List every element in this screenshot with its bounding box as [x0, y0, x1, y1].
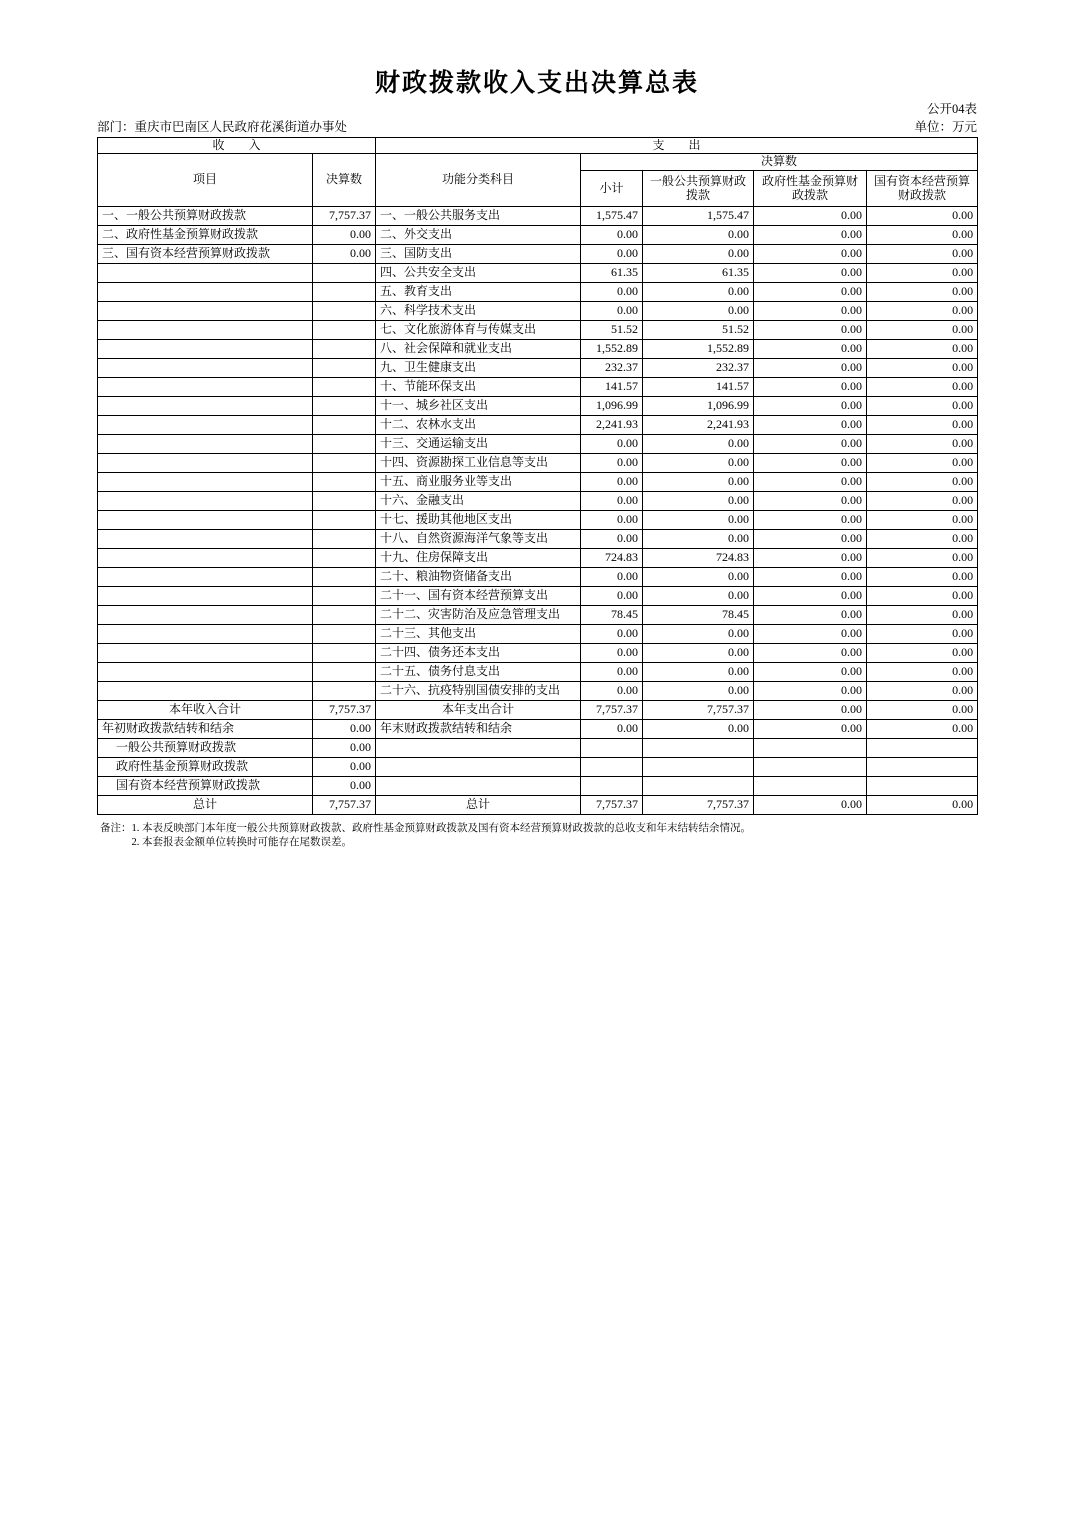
income-amount-cell — [313, 511, 376, 530]
expense-item-cell: 十二、农林水支出 — [376, 416, 581, 435]
subtotal-cell — [581, 777, 643, 796]
table-row — [98, 777, 978, 796]
general-budget-cell: 7,757.37 — [643, 796, 754, 815]
table-row — [98, 454, 978, 473]
govt-fund-cell: 0.00 — [754, 302, 867, 321]
financial-table — [97, 137, 978, 815]
subtotal-cell: 0.00 — [581, 587, 643, 606]
section-header-row — [98, 138, 978, 154]
state-capital-cell: 0.00 — [867, 492, 978, 511]
general-budget-cell — [643, 758, 754, 777]
govt-fund-cell: 0.00 — [754, 701, 867, 720]
income-item-cell — [98, 359, 313, 378]
state-capital-cell: 0.00 — [867, 701, 978, 720]
income-amount-cell — [313, 302, 376, 321]
expense-item-cell: 年末财政拨款结转和结余 — [376, 720, 581, 739]
govt-fund-cell: 0.00 — [754, 682, 867, 701]
table-row — [98, 758, 978, 777]
govt-fund-cell: 0.00 — [754, 435, 867, 454]
general-budget-cell: 1,096.99 — [643, 397, 754, 416]
expense-item-cell: 八、社会保障和就业支出 — [376, 340, 581, 359]
state-capital-cell: 0.00 — [867, 321, 978, 340]
state-capital-cell: 0.00 — [867, 606, 978, 625]
notes — [100, 822, 980, 849]
subtotal-cell: 78.45 — [581, 606, 643, 625]
notes-label: 备注： — [100, 823, 132, 834]
expense-item-cell: 十六、金融支出 — [376, 492, 581, 511]
govt-fund-cell: 0.00 — [754, 492, 867, 511]
expense-item-cell: 十七、援助其他地区支出 — [376, 511, 581, 530]
table-row — [98, 663, 978, 682]
state-capital-cell: 0.00 — [867, 302, 978, 321]
general-budget-cell: 0.00 — [643, 644, 754, 663]
govt-fund-cell: 0.00 — [754, 245, 867, 264]
govt-fund-cell: 0.00 — [754, 644, 867, 663]
expense-item-cell: 二、外交支出 — [376, 226, 581, 245]
state-capital-cell: 0.00 — [867, 454, 978, 473]
general-budget-cell: 1,552.89 — [643, 340, 754, 359]
govt-fund-cell: 0.00 — [754, 207, 867, 226]
govt-fund-cell: 0.00 — [754, 397, 867, 416]
income-item-cell — [98, 283, 313, 302]
govt-fund-cell: 0.00 — [754, 511, 867, 530]
col-header-final: 决算数 — [581, 154, 978, 171]
income-item-cell — [98, 416, 313, 435]
general-budget-cell: 0.00 — [643, 663, 754, 682]
expense-item-cell: 十九、住房保障支出 — [376, 549, 581, 568]
income-item-cell — [98, 663, 313, 682]
expense-item-cell: 七、文化旅游体育与传媒支出 — [376, 321, 581, 340]
note-line: 2. 本套报表金额单位转换时可能存在尾数误差。 — [131, 836, 352, 848]
expense-item-cell — [376, 777, 581, 796]
income-amount-cell: 0.00 — [313, 226, 376, 245]
general-budget-cell: 0.00 — [643, 226, 754, 245]
table-row — [98, 340, 978, 359]
income-amount-cell: 0.00 — [313, 777, 376, 796]
expense-item-cell: 四、公共安全支出 — [376, 264, 581, 283]
expense-item-cell: 一、一般公共服务支出 — [376, 207, 581, 226]
expense-item-cell: 二十、粮油物资储备支出 — [376, 568, 581, 587]
expense-item-cell: 十、节能环保支出 — [376, 378, 581, 397]
subtotal-cell: 0.00 — [581, 511, 643, 530]
govt-fund-cell: 0.00 — [754, 226, 867, 245]
income-amount-cell: 7,757.37 — [313, 207, 376, 226]
govt-fund-cell: 0.00 — [754, 663, 867, 682]
income-item-cell: 一、一般公共预算财政拨款 — [98, 207, 313, 226]
govt-fund-cell: 0.00 — [754, 264, 867, 283]
column-header-row-1 — [98, 154, 978, 171]
table-row — [98, 549, 978, 568]
expense-item-cell: 十四、资源勘探工业信息等支出 — [376, 454, 581, 473]
state-capital-cell: 0.00 — [867, 682, 978, 701]
govt-fund-cell: 0.00 — [754, 720, 867, 739]
table-row — [98, 587, 978, 606]
state-capital-cell: 0.00 — [867, 226, 978, 245]
department-label: 部门：重庆市巴南区人民政府花溪街道办事处 — [97, 120, 348, 134]
state-capital-cell: 0.00 — [867, 625, 978, 644]
col-header-func: 功能分类科目 — [376, 154, 581, 207]
state-capital-cell: 0.00 — [867, 644, 978, 663]
col-header-subtotal: 小计 — [581, 171, 643, 207]
govt-fund-cell: 0.00 — [754, 359, 867, 378]
general-budget-cell: 78.45 — [643, 606, 754, 625]
state-capital-cell: 0.00 — [867, 568, 978, 587]
subtotal-cell: 0.00 — [581, 530, 643, 549]
income-item-cell — [98, 492, 313, 511]
table-row — [98, 283, 978, 302]
table-row — [98, 245, 978, 264]
income-amount-cell: 0.00 — [313, 739, 376, 758]
state-capital-cell: 0.00 — [867, 245, 978, 264]
subtotal-cell: 0.00 — [581, 435, 643, 454]
expense-item-cell: 二十一、国有资本经营预算支出 — [376, 587, 581, 606]
expense-item-cell: 十一、城乡社区支出 — [376, 397, 581, 416]
table-row — [98, 321, 978, 340]
govt-fund-cell: 0.00 — [754, 568, 867, 587]
income-item-cell: 国有资本经营预算财政拨款 — [98, 777, 313, 796]
income-item-cell: 一般公共预算财政拨款 — [98, 739, 313, 758]
income-item-cell — [98, 435, 313, 454]
state-capital-cell: 0.00 — [867, 207, 978, 226]
income-amount-cell — [313, 378, 376, 397]
table-row — [98, 682, 978, 701]
general-budget-cell: 0.00 — [643, 530, 754, 549]
income-amount-cell — [313, 359, 376, 378]
govt-fund-cell: 0.00 — [754, 473, 867, 492]
govt-fund-cell: 0.00 — [754, 378, 867, 397]
income-item-cell — [98, 568, 313, 587]
income-item-cell: 总计 — [98, 796, 313, 815]
subtotal-cell: 141.57 — [581, 378, 643, 397]
state-capital-cell: 0.00 — [867, 796, 978, 815]
income-amount-cell — [313, 568, 376, 587]
income-amount-cell — [313, 625, 376, 644]
subtotal-cell: 1,575.47 — [581, 207, 643, 226]
expense-item-cell: 二十二、灾害防治及应急管理支出 — [376, 606, 581, 625]
income-item-cell — [98, 530, 313, 549]
income-amount-cell — [313, 587, 376, 606]
govt-fund-cell: 0.00 — [754, 530, 867, 549]
col-header-general-budget: 一般公共预算财政拨款 — [643, 171, 754, 207]
govt-fund-cell: 0.00 — [754, 454, 867, 473]
income-item-cell: 三、国有资本经营预算财政拨款 — [98, 245, 313, 264]
income-amount-cell — [313, 454, 376, 473]
expense-item-cell: 二十六、抗疫特别国债安排的支出 — [376, 682, 581, 701]
expense-item-cell — [376, 758, 581, 777]
expense-item-cell — [376, 739, 581, 758]
table-row — [98, 359, 978, 378]
income-amount-cell — [313, 397, 376, 416]
state-capital-cell: 0.00 — [867, 511, 978, 530]
table-row — [98, 701, 978, 720]
general-budget-cell: 0.00 — [643, 283, 754, 302]
general-budget-cell: 51.52 — [643, 321, 754, 340]
state-capital-cell: 0.00 — [867, 359, 978, 378]
table-row — [98, 435, 978, 454]
general-budget-cell: 0.00 — [643, 682, 754, 701]
govt-fund-cell: 0.00 — [754, 549, 867, 568]
income-amount-cell: 7,757.37 — [313, 796, 376, 815]
state-capital-cell — [867, 777, 978, 796]
subtotal-cell: 0.00 — [581, 720, 643, 739]
general-budget-cell: 0.00 — [643, 625, 754, 644]
general-budget-cell: 7,757.37 — [643, 701, 754, 720]
income-amount-cell — [313, 416, 376, 435]
income-item-cell — [98, 454, 313, 473]
income-item-cell — [98, 644, 313, 663]
income-item-cell — [98, 321, 313, 340]
subtotal-cell: 61.35 — [581, 264, 643, 283]
govt-fund-cell — [754, 777, 867, 796]
state-capital-cell — [867, 758, 978, 777]
expense-item-cell: 五、教育支出 — [376, 283, 581, 302]
state-capital-cell: 0.00 — [867, 416, 978, 435]
note-line: 1. 本表反映部门本年度一般公共预算财政拨款、政府性基金预算财政拨款及国有资本经营预算财政拨款的总收支和年末结转结余情况。 — [131, 823, 751, 834]
expense-item-cell: 三、国防支出 — [376, 245, 581, 264]
income-amount-cell — [313, 530, 376, 549]
section-header-expense: 支 出 — [376, 138, 978, 154]
general-budget-cell: 0.00 — [643, 435, 754, 454]
table-row — [98, 625, 978, 644]
col-header-state-capital: 国有资本经营预算财政拨款 — [867, 171, 978, 207]
govt-fund-cell: 0.00 — [754, 625, 867, 644]
govt-fund-cell: 0.00 — [754, 321, 867, 340]
subtotal-cell: 0.00 — [581, 492, 643, 511]
table-row — [98, 739, 978, 758]
income-item-cell — [98, 587, 313, 606]
income-item-cell: 二、政府性基金预算财政拨款 — [98, 226, 313, 245]
table-row — [98, 416, 978, 435]
govt-fund-cell — [754, 739, 867, 758]
general-budget-cell: 0.00 — [643, 245, 754, 264]
state-capital-cell — [867, 739, 978, 758]
subtotal-cell: 0.00 — [581, 568, 643, 587]
income-amount-cell — [313, 264, 376, 283]
subtotal-cell: 1,096.99 — [581, 397, 643, 416]
income-item-cell — [98, 682, 313, 701]
col-header-govt-fund: 政府性基金预算财政拨款 — [754, 171, 867, 207]
general-budget-cell: 0.00 — [643, 473, 754, 492]
table-row — [98, 796, 978, 815]
meta-row — [97, 117, 977, 135]
income-item-cell — [98, 302, 313, 321]
subtotal-cell: 0.00 — [581, 283, 643, 302]
general-budget-cell: 724.83 — [643, 549, 754, 568]
subtotal-cell: 51.52 — [581, 321, 643, 340]
subtotal-cell: 232.37 — [581, 359, 643, 378]
income-item-cell — [98, 625, 313, 644]
col-header-item: 项目 — [98, 154, 313, 207]
income-amount-cell — [313, 435, 376, 454]
table-row — [98, 264, 978, 283]
state-capital-cell: 0.00 — [867, 720, 978, 739]
general-budget-cell: 232.37 — [643, 359, 754, 378]
table-row — [98, 568, 978, 587]
income-amount-cell — [313, 473, 376, 492]
subtotal-cell: 0.00 — [581, 625, 643, 644]
unit-label: 单位：万元 — [914, 120, 977, 134]
subtotal-cell: 0.00 — [581, 302, 643, 321]
table-row — [98, 530, 978, 549]
income-amount-cell — [313, 606, 376, 625]
govt-fund-cell: 0.00 — [754, 340, 867, 359]
subtotal-cell — [581, 758, 643, 777]
state-capital-cell: 0.00 — [867, 397, 978, 416]
state-capital-cell: 0.00 — [867, 530, 978, 549]
govt-fund-cell — [754, 758, 867, 777]
table-row — [98, 606, 978, 625]
table-row — [98, 473, 978, 492]
table-header — [98, 138, 978, 207]
subtotal-cell: 724.83 — [581, 549, 643, 568]
expense-item-cell: 六、科学技术支出 — [376, 302, 581, 321]
income-item-cell — [98, 549, 313, 568]
subtotal-cell: 7,757.37 — [581, 701, 643, 720]
subtotal-cell: 7,757.37 — [581, 796, 643, 815]
expense-item-cell: 本年支出合计 — [376, 701, 581, 720]
col-header-amount: 决算数 — [313, 154, 376, 207]
table-row — [98, 302, 978, 321]
subtotal-cell — [581, 739, 643, 758]
page-title: 财政拨款收入支出决算总表 — [374, 70, 699, 97]
state-capital-cell: 0.00 — [867, 473, 978, 492]
income-amount-cell: 0.00 — [313, 245, 376, 264]
expense-item-cell: 二十五、债务付息支出 — [376, 663, 581, 682]
income-item-cell — [98, 511, 313, 530]
income-amount-cell: 0.00 — [313, 720, 376, 739]
state-capital-cell: 0.00 — [867, 549, 978, 568]
expense-item-cell: 十八、自然资源海洋气象等支出 — [376, 530, 581, 549]
income-item-cell — [98, 378, 313, 397]
income-amount-cell — [313, 321, 376, 340]
subtotal-cell: 0.00 — [581, 682, 643, 701]
general-budget-cell: 0.00 — [643, 587, 754, 606]
section-header-income: 收 入 — [98, 138, 376, 154]
general-budget-cell: 0.00 — [643, 511, 754, 530]
general-budget-cell: 141.57 — [643, 378, 754, 397]
govt-fund-cell: 0.00 — [754, 416, 867, 435]
table-row — [98, 644, 978, 663]
state-capital-cell: 0.00 — [867, 663, 978, 682]
income-item-cell — [98, 473, 313, 492]
expense-item-cell: 十五、商业服务业等支出 — [376, 473, 581, 492]
general-budget-cell: 0.00 — [643, 454, 754, 473]
general-budget-cell: 0.00 — [643, 720, 754, 739]
table-body — [98, 207, 978, 815]
general-budget-cell — [643, 777, 754, 796]
state-capital-cell: 0.00 — [867, 264, 978, 283]
general-budget-cell — [643, 739, 754, 758]
govt-fund-cell: 0.00 — [754, 606, 867, 625]
state-capital-cell: 0.00 — [867, 378, 978, 397]
income-amount-cell — [313, 644, 376, 663]
income-item-cell: 年初财政拨款结转和结余 — [98, 720, 313, 739]
income-item-cell: 政府性基金预算财政拨款 — [98, 758, 313, 777]
expense-item-cell: 二十三、其他支出 — [376, 625, 581, 644]
state-capital-cell: 0.00 — [867, 283, 978, 302]
income-item-cell — [98, 606, 313, 625]
state-capital-cell: 0.00 — [867, 435, 978, 454]
income-amount-cell — [313, 283, 376, 302]
general-budget-cell: 0.00 — [643, 302, 754, 321]
expense-item-cell: 总计 — [376, 796, 581, 815]
notes-lines — [132, 822, 752, 849]
expense-item-cell: 十三、交通运输支出 — [376, 435, 581, 454]
income-item-cell — [98, 340, 313, 359]
expense-item-cell: 二十四、债务还本支出 — [376, 644, 581, 663]
table-row — [98, 397, 978, 416]
state-capital-cell: 0.00 — [867, 587, 978, 606]
table-row — [98, 492, 978, 511]
income-amount-cell — [313, 340, 376, 359]
general-budget-cell: 0.00 — [643, 568, 754, 587]
income-amount-cell: 7,757.37 — [313, 701, 376, 720]
income-amount-cell — [313, 549, 376, 568]
subtotal-cell: 1,552.89 — [581, 340, 643, 359]
subtotal-cell: 2,241.93 — [581, 416, 643, 435]
table-row — [98, 720, 978, 739]
table-row — [98, 511, 978, 530]
subtotal-cell: 0.00 — [581, 245, 643, 264]
general-budget-cell: 1,575.47 — [643, 207, 754, 226]
subtotal-cell: 0.00 — [581, 454, 643, 473]
subtotal-cell: 0.00 — [581, 473, 643, 492]
govt-fund-cell: 0.00 — [754, 796, 867, 815]
form-code: 公开04表 — [926, 102, 977, 116]
subtotal-cell: 0.00 — [581, 663, 643, 682]
income-item-cell: 本年收入合计 — [98, 701, 313, 720]
income-amount-cell: 0.00 — [313, 758, 376, 777]
expense-item-cell: 九、卫生健康支出 — [376, 359, 581, 378]
general-budget-cell: 61.35 — [643, 264, 754, 283]
subtotal-cell: 0.00 — [581, 644, 643, 663]
table-row — [98, 378, 978, 397]
govt-fund-cell: 0.00 — [754, 283, 867, 302]
general-budget-cell: 2,241.93 — [643, 416, 754, 435]
state-capital-cell: 0.00 — [867, 340, 978, 359]
subtotal-cell: 0.00 — [581, 226, 643, 245]
income-amount-cell — [313, 663, 376, 682]
income-item-cell — [98, 264, 313, 283]
general-budget-cell: 0.00 — [643, 492, 754, 511]
govt-fund-cell: 0.00 — [754, 587, 867, 606]
income-amount-cell — [313, 492, 376, 511]
income-amount-cell — [313, 682, 376, 701]
table-row — [98, 226, 978, 245]
income-item-cell — [98, 397, 313, 416]
table-row — [98, 207, 978, 226]
